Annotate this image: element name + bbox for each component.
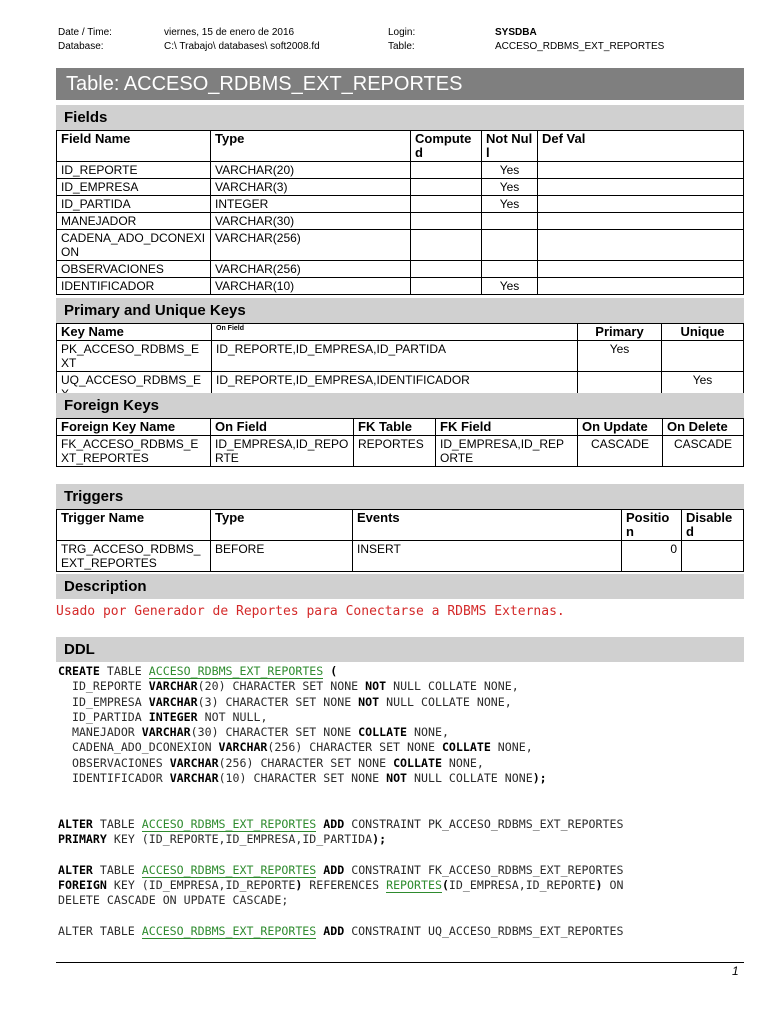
triggers-header-row <box>57 510 744 541</box>
table-row <box>57 213 744 230</box>
date-value: viernes, 15 de enero de 2016 <box>164 27 295 38</box>
login-value: SYSDBA <box>495 27 537 38</box>
fields-col-header: Field Name <box>57 131 211 162</box>
ddl-keyword: NOT <box>358 694 380 709</box>
ddl-keyword: ADD <box>323 924 345 939</box>
table-cell <box>411 213 482 230</box>
keys-section-title: Primary and Unique Keys <box>56 298 744 323</box>
ddl-text: TABLE <box>99 664 149 678</box>
ddl-keyword: NOT <box>386 771 408 786</box>
ddl-text: MANEJADOR <box>58 725 142 740</box>
table-row <box>57 436 744 467</box>
ddl-text: NONE, <box>490 740 533 755</box>
ddl-keyword: ); <box>372 832 387 847</box>
ddl-table-name: ACCESO_RDBMS_EXT_REPORTES <box>141 862 317 877</box>
ddl-text: NULL COLLATE NONE, <box>379 694 512 709</box>
ddl-line <box>58 817 623 832</box>
ddl-keyword: CREATE <box>58 664 100 678</box>
ddl-line <box>58 710 623 725</box>
ddl-line <box>58 664 623 679</box>
table-cell: CASCADE <box>578 436 663 467</box>
table-cell: 0 <box>622 541 682 572</box>
triggers-table <box>56 509 744 572</box>
ddl-line <box>58 695 623 710</box>
col-key-name: Key Name <box>57 324 212 341</box>
table-cell: PK_ACCESO_RDBMS_EXT <box>57 341 212 372</box>
ddl-keyword: ); <box>532 771 547 786</box>
fk-col-header: On Update <box>578 419 663 436</box>
ddl-text: ID_EMPRESA,ID_REPORTE <box>448 878 596 893</box>
ddl-text: ALTER TABLE <box>58 924 142 939</box>
ddl-text: ID_EMPRESA <box>58 694 149 709</box>
page-title: Table: ACCESO_RDBMS_EXT_REPORTES <box>56 68 744 100</box>
ddl-line <box>58 771 623 786</box>
trigger-col-header: Events <box>353 510 622 541</box>
table-cell: Yes <box>482 162 538 179</box>
table-cell: ID_EMPRESA,ID_REPORTE <box>211 436 354 467</box>
fields-table <box>56 130 744 295</box>
table-cell <box>538 261 744 278</box>
table-cell: OBSERVACIONES <box>57 261 211 278</box>
table-cell <box>538 278 744 295</box>
ddl-keyword: VARCHAR <box>141 725 191 740</box>
ddl-keyword: ) <box>295 878 303 893</box>
ddl-line <box>58 679 623 694</box>
fields-col-header: Type <box>211 131 411 162</box>
fk-col-header: Foreign Key Name <box>57 419 211 436</box>
keys-table <box>56 323 744 403</box>
ddl-text: NONE, <box>441 755 484 770</box>
fk-col-header: FK Table <box>354 419 436 436</box>
fk-col-header: On Delete <box>663 419 744 436</box>
table-row <box>57 278 744 295</box>
table-cell: VARCHAR(256) <box>211 261 411 278</box>
database-label: Database: <box>58 41 104 52</box>
ddl-line <box>58 725 623 740</box>
trigger-col-header: Trigger Name <box>57 510 211 541</box>
ddl-text: (256) CHARACTER SET NONE <box>218 755 394 770</box>
table-cell <box>482 213 538 230</box>
table-cell <box>411 196 482 213</box>
table-cell <box>411 162 482 179</box>
col-on-field: On Field <box>212 324 578 341</box>
table-cell <box>411 179 482 196</box>
ddl-text: REFERENCES <box>302 878 387 893</box>
table-cell <box>411 278 482 295</box>
ddl-keyword: ( <box>441 878 449 893</box>
table-label: Table: <box>388 41 415 52</box>
table-row <box>57 341 744 372</box>
ddl-table-name: ACCESO_RDBMS_EXT_REPORTES <box>141 816 317 831</box>
triggers-section-title: Triggers <box>56 484 744 509</box>
table-row <box>57 162 744 179</box>
ddl-keyword: NOT <box>365 679 387 694</box>
ddl-text: ON <box>602 878 624 893</box>
fk-col-header: On Field <box>211 419 354 436</box>
ddl-text: OBSERVACIONES <box>58 755 170 770</box>
footer-divider <box>56 962 744 963</box>
table-cell: CASCADE <box>663 436 744 467</box>
ddl-keyword: PRIMARY <box>58 832 107 847</box>
trigger-col-header: Type <box>211 510 353 541</box>
ddl-line <box>58 863 623 878</box>
ddl-keyword: ( <box>330 664 338 678</box>
ddl-text: ID_REPORTE <box>58 679 149 694</box>
ddl-table-name: ACCESO_RDBMS_EXT_REPORTES <box>148 664 324 678</box>
table-cell: FK_ACCESO_RDBMS_EXT_REPORTES <box>57 436 211 467</box>
table-cell: INTEGER <box>211 196 411 213</box>
ddl-text: (256) CHARACTER SET NONE <box>267 740 442 755</box>
table-cell: ID_REPORTE,ID_EMPRESA,ID_PARTIDA <box>212 341 578 372</box>
table-cell: REPORTES <box>354 436 436 467</box>
description-section-title: Description <box>56 574 744 599</box>
table-cell: BEFORE <box>211 541 353 572</box>
table-cell: Yes <box>662 372 744 403</box>
ddl-keyword: VARCHAR <box>169 755 219 770</box>
page-number: 1 <box>732 964 739 978</box>
ddl-keyword: VARCHAR <box>169 771 219 786</box>
table-cell <box>538 230 744 261</box>
table-cell <box>538 162 744 179</box>
ddl-line <box>58 802 623 817</box>
table-cell: Yes <box>482 179 538 196</box>
ddl-line <box>58 832 623 847</box>
ddl-code <box>58 664 623 939</box>
ddl-keyword: COLLATE <box>393 755 442 770</box>
table-cell: Yes <box>482 196 538 213</box>
col-primary: Primary <box>578 324 662 341</box>
ddl-line <box>58 848 623 863</box>
ddl-text: CONSTRAINT PK_ACCESO_RDBMS_EXT_REPORTES <box>344 816 624 831</box>
ddl-line <box>58 740 623 755</box>
ddl-text: NONE, <box>407 725 449 740</box>
table-cell: VARCHAR(3) <box>211 179 411 196</box>
ddl-keyword: ADD <box>323 816 345 831</box>
table-cell: UQ_ACCESO_RDBMS_E <box>57 372 212 403</box>
table-cell: Yes <box>482 278 538 295</box>
table-cell <box>411 261 482 278</box>
table-cell: ID_REPORTE <box>57 162 211 179</box>
col-unique: Unique <box>662 324 744 341</box>
fk-header-row <box>57 419 744 436</box>
database-value: C:\ Trabajo\ databases\ soft2008.fd <box>164 41 320 52</box>
table-cell: ID_EMPRESA,ID_REPORTE <box>436 436 578 467</box>
table-cell: ID_REPORTE,ID_EMPRESA,IDENTIFICADOR <box>212 372 578 403</box>
table-cell <box>538 213 744 230</box>
ddl-text: DELETE CASCADE ON UPDATE CASCADE; <box>58 893 289 908</box>
fields-section-title: Fields <box>56 105 744 130</box>
ddl-text: KEY (ID_EMPRESA,ID_REPORTE <box>106 878 296 893</box>
login-label: Login: <box>388 27 416 38</box>
table-cell <box>538 196 744 213</box>
ddl-text: (30) CHARACTER SET NONE <box>190 725 359 740</box>
ddl-text: CADENA_ADO_DCONEXION <box>58 740 219 755</box>
ddl-text: ID_PARTIDA <box>58 709 149 724</box>
table-cell <box>538 179 744 196</box>
fields-col-header: Not Null <box>482 131 538 162</box>
ddl-text: NULL COLLATE NONE <box>407 771 533 786</box>
table-cell: ID_PARTIDA <box>57 196 211 213</box>
ddl-keyword: COLLATE <box>441 740 491 755</box>
table-row <box>57 179 744 196</box>
foreign-keys-section-title: Foreign Keys <box>56 393 744 418</box>
table-cell <box>411 230 482 261</box>
ddl-keyword: FOREIGN <box>58 878 107 893</box>
ddl-text: NULL COLLATE NONE, <box>386 679 519 694</box>
keys-header-row <box>57 324 744 341</box>
ddl-text: TABLE <box>92 862 142 877</box>
table-cell: VARCHAR(10) <box>211 278 411 295</box>
ddl-keyword: VARCHAR <box>218 740 268 755</box>
table-row <box>57 230 744 261</box>
table-cell: VARCHAR(30) <box>211 213 411 230</box>
fields-col-header: Computed <box>411 131 482 162</box>
table-cell <box>682 541 744 572</box>
table-cell: Yes <box>578 341 662 372</box>
ddl-keyword: INTEGER <box>148 709 198 724</box>
ddl-keyword: ADD <box>323 862 345 877</box>
ddl-line <box>58 893 623 908</box>
ddl-keyword: COLLATE <box>358 725 408 740</box>
ddl-text: TABLE <box>92 816 142 831</box>
ddl-section-title: DDL <box>56 637 744 662</box>
fields-header-row <box>57 131 744 162</box>
ddl-line <box>58 909 623 924</box>
ddl-text: (20) CHARACTER SET NONE <box>197 679 366 694</box>
ddl-keyword: ALTER <box>58 862 93 877</box>
ddl-keyword: VARCHAR <box>148 694 198 709</box>
table-cell: MANEJADOR <box>57 213 211 230</box>
ddl-text: (3) CHARACTER SET NONE <box>197 694 359 709</box>
trigger-col-header: Position <box>622 510 682 541</box>
table-cell: VARCHAR(20) <box>211 162 411 179</box>
ddl-line <box>58 878 623 893</box>
ddl-keyword: ALTER <box>58 816 93 831</box>
table-cell <box>662 341 744 372</box>
table-cell: ID_EMPRESA <box>57 179 211 196</box>
ddl-text: CONSTRAINT UQ_ACCESO_RDBMS_EXT_REPORTES <box>344 924 624 939</box>
table-cell <box>482 230 538 261</box>
table-cell: CADENA_ADO_DCONEXION <box>57 230 211 261</box>
description-text: Usado por Generador de Reportes para Conectarse a RDBMS Externas. <box>56 604 565 619</box>
date-label: Date / Time: <box>58 27 112 38</box>
ddl-keyword: VARCHAR <box>148 679 198 694</box>
table-cell: INSERT <box>353 541 622 572</box>
ddl-line <box>58 756 623 771</box>
ddl-line <box>58 924 623 939</box>
table-row <box>57 541 744 572</box>
ddl-keyword: ) <box>595 878 603 893</box>
ddl-text: NOT NULL, <box>197 709 268 724</box>
table-row <box>57 196 744 213</box>
ddl-table-name: REPORTES <box>386 878 442 893</box>
ddl-text: KEY (ID_REPORTE,ID_EMPRESA,ID_PARTIDA <box>106 832 373 847</box>
trigger-col-header: Disabled <box>682 510 744 541</box>
table-cell: IDENTIFICADOR <box>57 278 211 295</box>
table-value: ACCESO_RDBMS_EXT_REPORTES <box>495 41 665 52</box>
ddl-text: CONSTRAINT FK_ACCESO_RDBMS_EXT_REPORTES <box>344 862 624 877</box>
foreign-keys-table <box>56 418 744 467</box>
ddl-line <box>58 786 623 801</box>
fields-col-header: Def Val <box>538 131 744 162</box>
ddl-table-name: ACCESO_RDBMS_EXT_REPORTES <box>141 924 317 939</box>
table-cell: VARCHAR(256) <box>211 230 411 261</box>
table-row <box>57 261 744 278</box>
ddl-text: IDENTIFICADOR <box>58 771 170 786</box>
ddl-text: (10) CHARACTER SET NONE <box>218 771 387 786</box>
fk-col-header: FK Field <box>436 419 578 436</box>
table-cell: TRG_ACCESO_RDBMS_EXT_REPORTES <box>57 541 211 572</box>
table-cell <box>482 261 538 278</box>
